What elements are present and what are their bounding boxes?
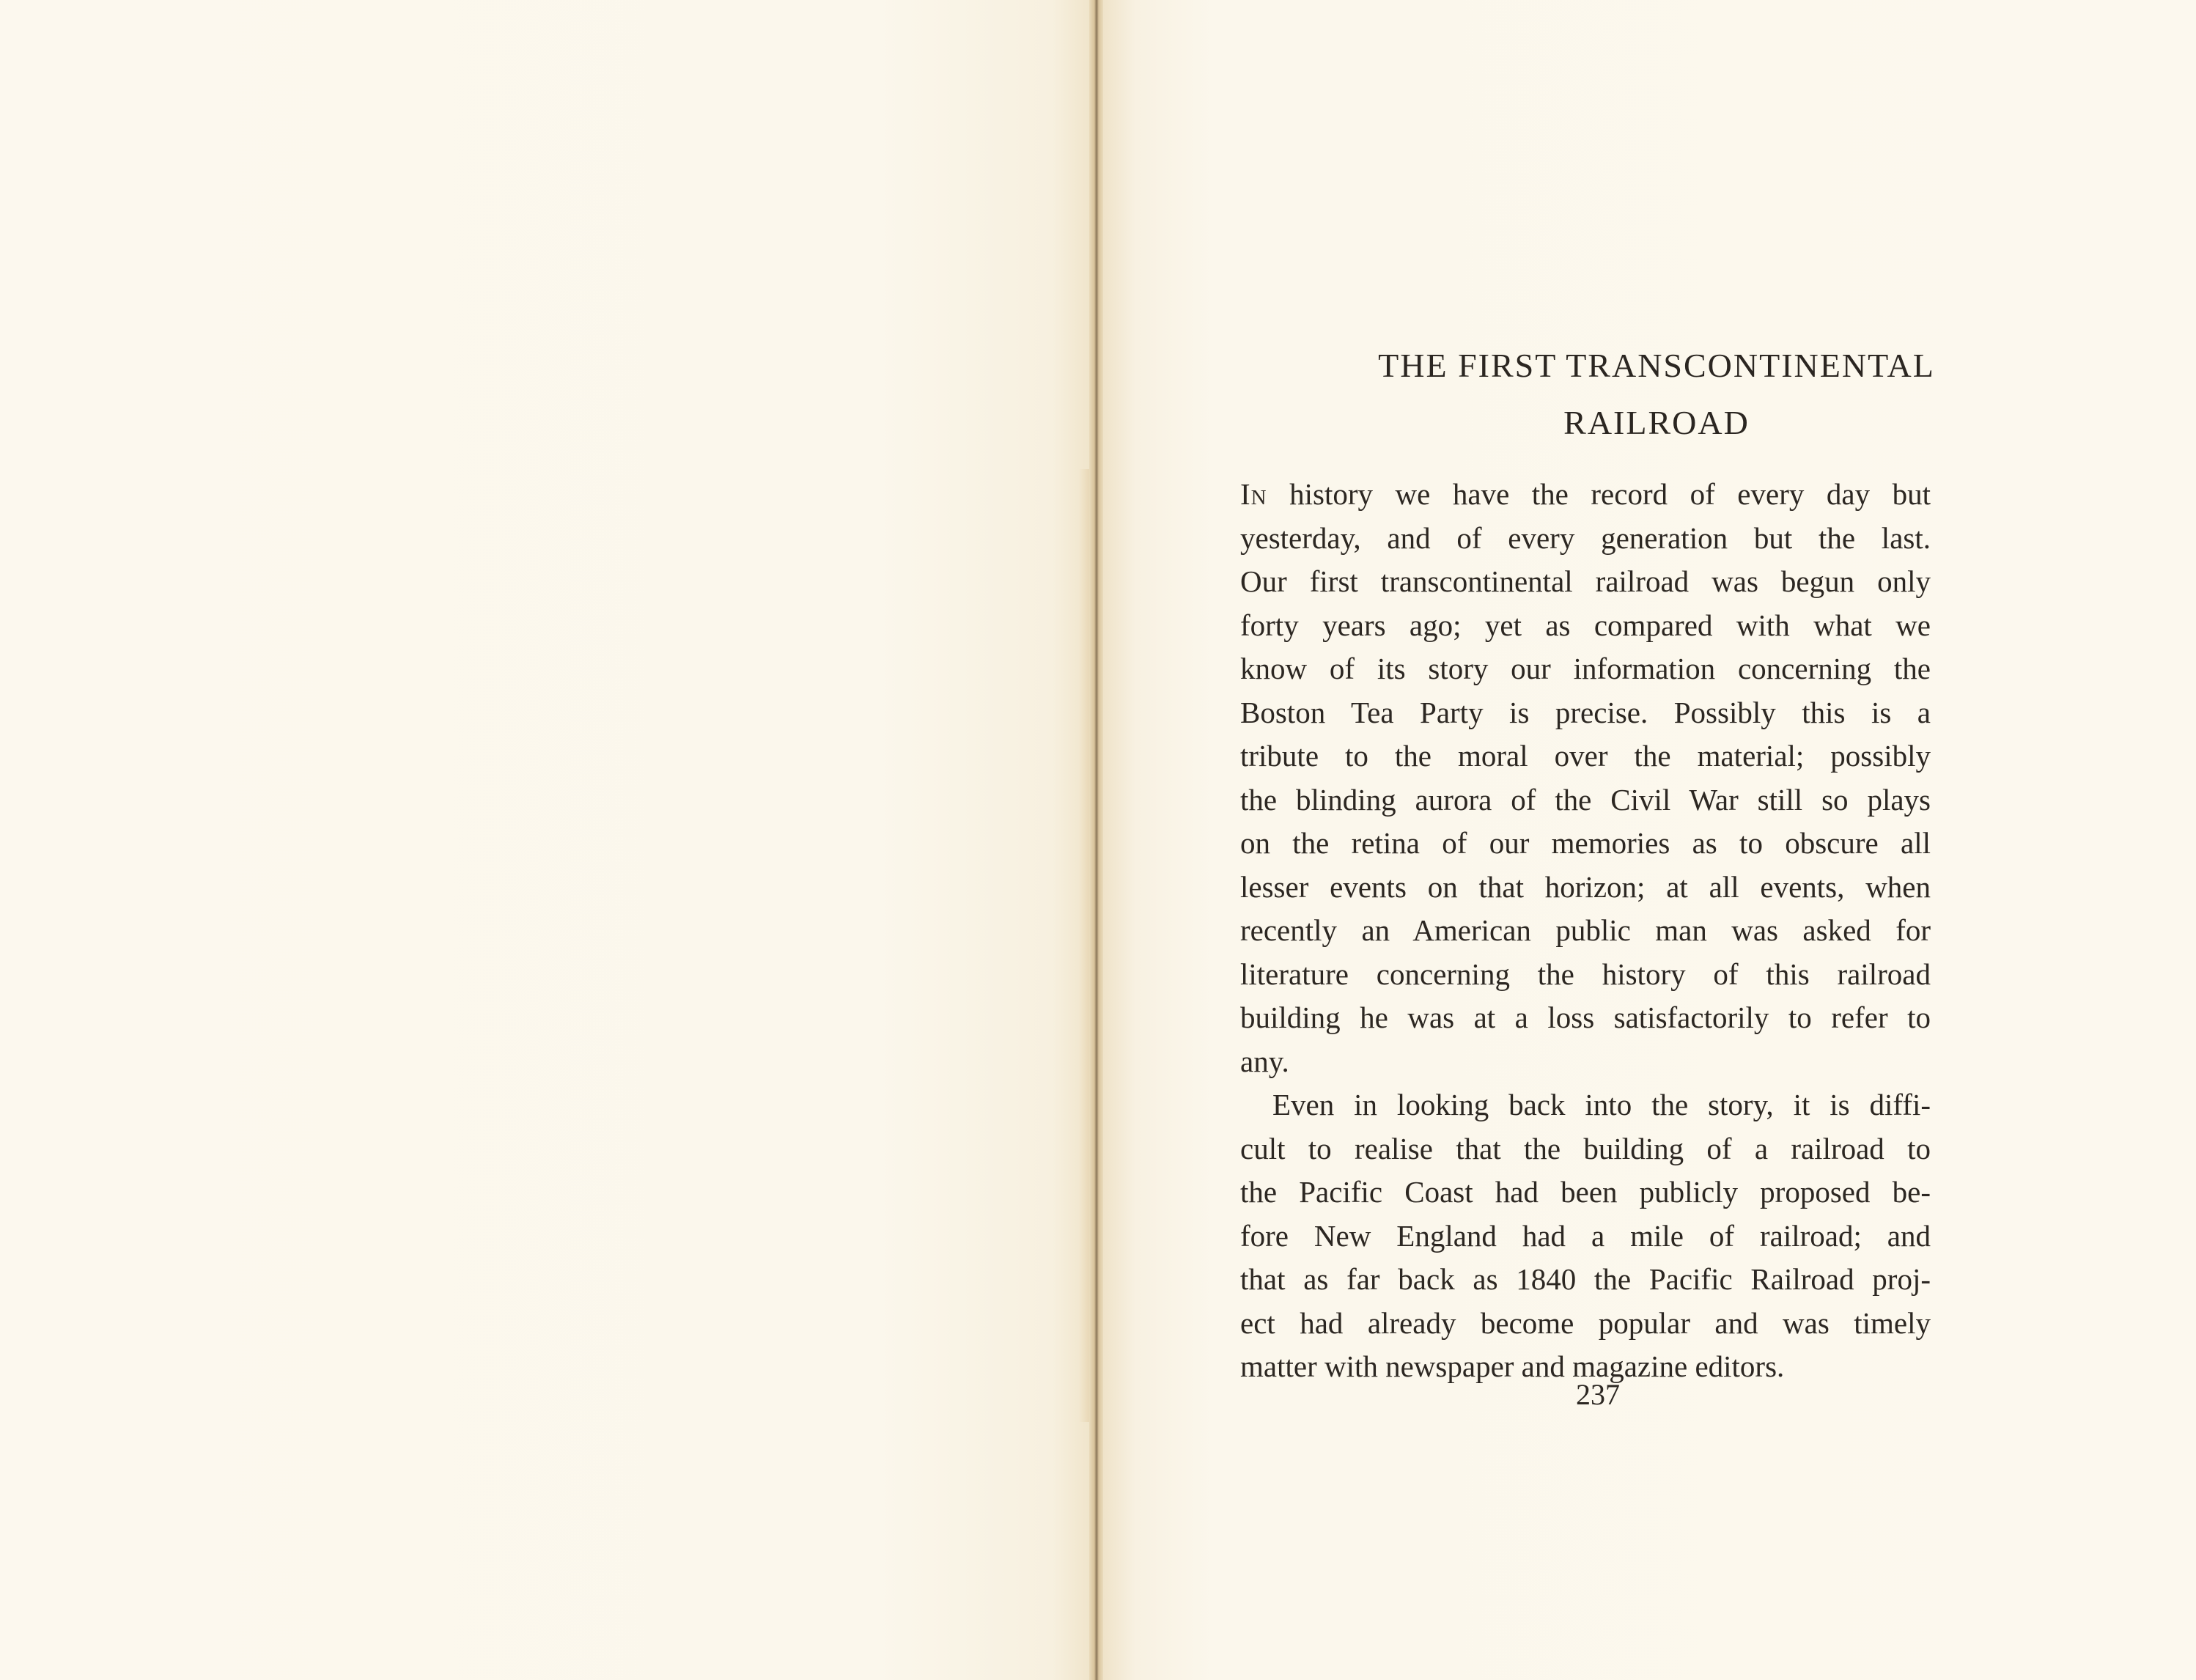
text-line: Even in looking back into the story, it is diffi- — [1272, 1088, 1931, 1121]
text-line: recently an American public man was asked for — [1240, 913, 1931, 947]
text-line — [1240, 473, 1931, 517]
text-line: forty years ago; yet as compared with what we — [1240, 608, 1931, 642]
text-line: fore New England had a mile of railroad; and — [1240, 1218, 1931, 1253]
lead-word: In — [1240, 477, 1267, 511]
text-line: yesterday, and of every generation but the last. — [1240, 520, 1931, 555]
page-number: 237 — [1576, 1378, 1620, 1411]
text-line: building he was at a loss satisfactorily to refer to — [1240, 1001, 1931, 1034]
text-line: literature concerning the history of this railroad — [1240, 957, 1931, 991]
book-gutter — [1089, 0, 1104, 1680]
text-line: on the retina of our memories as to obscure all — [1240, 826, 1931, 860]
text-line: the blinding aurora of the Civil War still so plays — [1240, 782, 1931, 817]
text-line: tribute to the moral over the material; possibly — [1240, 739, 1931, 773]
text-line: cult to realise that the building of a railroad to — [1240, 1131, 1931, 1165]
text-line-content: history we have the record of every day but — [1267, 477, 1931, 511]
text-line: Boston Tea Party is precise. Possibly this is a — [1240, 695, 1931, 729]
left-page-blank — [0, 0, 1096, 1680]
chapter-title — [1246, 337, 2067, 452]
body-text — [1240, 473, 1931, 1389]
text-line: Our first transcontinental railroad was begun only — [1240, 564, 1931, 598]
text-line: lesser events on that horizon; at all events, when — [1240, 869, 1931, 904]
text-line: that as far back as 1840 the Pacific Railroad proj- — [1240, 1262, 1931, 1296]
text-line: any. — [1240, 1044, 1289, 1078]
chapter-title-line-2: RAILROAD — [1563, 404, 1750, 441]
text-line: ect had already become popular and was timely — [1240, 1305, 1931, 1340]
text-line: matter with newspaper and magazine editors. — [1240, 1349, 1785, 1383]
text-line: know of its story our information concerning the — [1240, 652, 1931, 685]
chapter-title-line-1: THE FIRST TRANSCONTINENTAL — [1378, 347, 1935, 384]
text-line: the Pacific Coast had been publicly proposed be- — [1240, 1175, 1931, 1209]
